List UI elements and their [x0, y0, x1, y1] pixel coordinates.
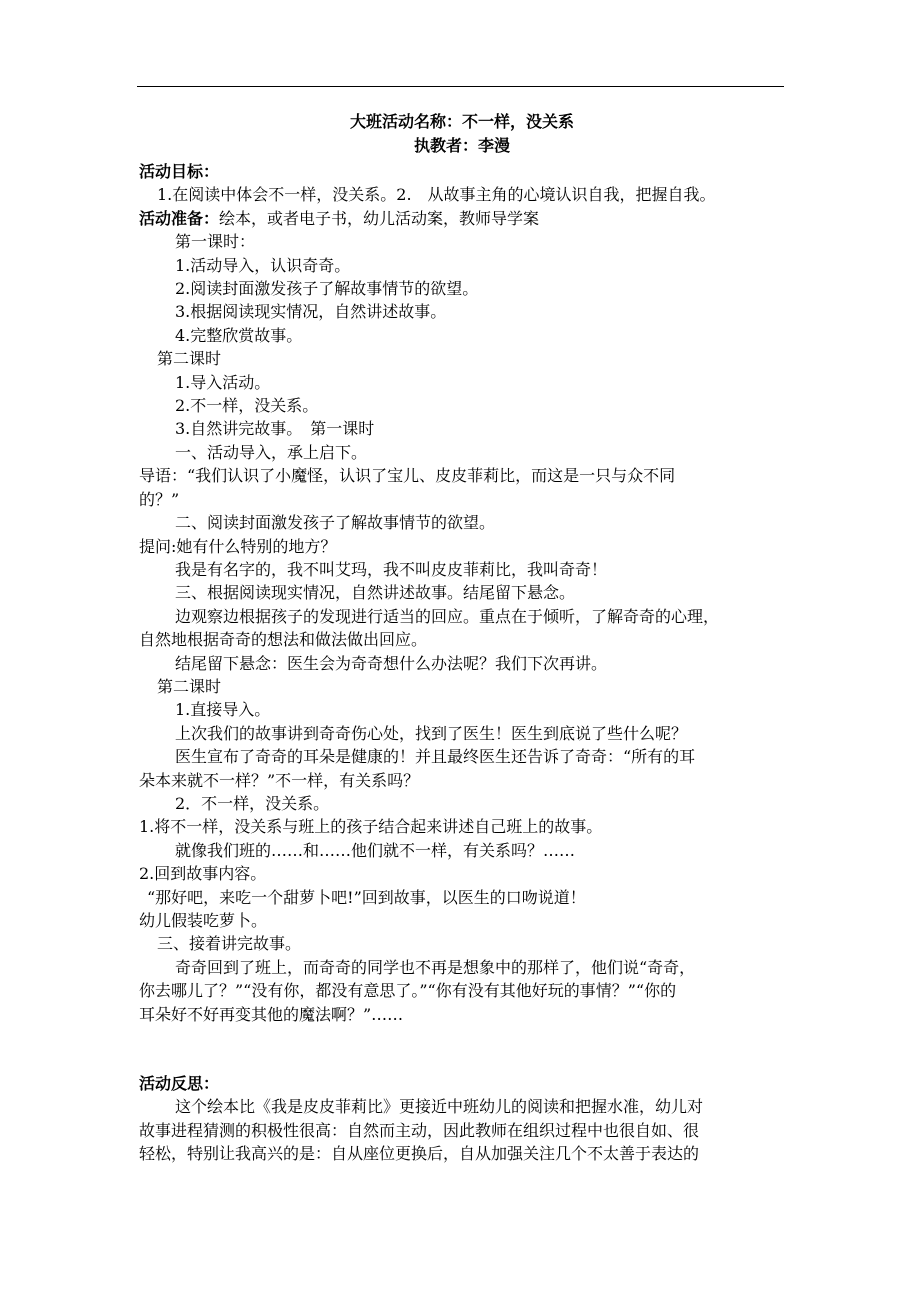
prep-heading: 活动准备： [139, 208, 220, 228]
outline-item: 1.活动导入，认识奇奇。 [175, 255, 351, 275]
paragraph-line: 幼儿假装吃萝卜。 [139, 911, 268, 930]
paragraph-line: 边观察边根据孩子的发现进行适当的回应。重点在于倾听，了解奇奇的心理， [175, 606, 720, 626]
lesson-one-outline-heading: 第一课时： [175, 232, 256, 252]
paragraph-line: 就像我们班的……和……他们就不一样，有关系吗？…… [175, 840, 576, 860]
outline-item: 2.阅读封面激发孩子了解故事情节的欲望。 [175, 279, 479, 299]
section-spacer [139, 1026, 799, 1072]
reflection-line: 轻松，特别让我高兴的是：自从座位更换后，自从加强关注几个不太善于表达的 [139, 1144, 700, 1164]
paragraph-line: 结尾留下悬念：医生会为奇奇想什么办法呢？我们下次再讲。 [175, 653, 608, 673]
teacher-line: 执教者：李漫 [413, 136, 510, 155]
lesson-two-heading: 第二课时 [157, 676, 222, 696]
prep-text: 绘本，或者电子书，幼儿活动案，教师导学案 [219, 208, 540, 228]
paragraph-line: 医生宣布了奇奇的耳朵是健康的！并且最终医生还告诉了奇奇：“所有的耳 [175, 747, 696, 767]
document-title: 大班活动名称：不一样，没关系 [349, 112, 574, 131]
outline-item: 2.不一样，没关系。 [175, 396, 319, 416]
section-heading: 三、根据阅读现实情况，自然讲述故事。结尾留下悬念。 [175, 583, 576, 603]
paragraph-line: 的？” [139, 489, 180, 509]
goals-heading: 活动目标： [139, 162, 220, 181]
outline-item: 4.完整欣赏故事。 [175, 325, 303, 345]
paragraph-line: “那好吧，来吃一个甜萝卜吧!”回到故事，以医生的口吻说道！ [147, 887, 586, 907]
section-heading: 一、活动导入，承上启下。 [175, 442, 368, 462]
section-heading: 三、接着讲完故事。 [157, 934, 302, 954]
section-heading: 二、阅读封面激发孩子了解故事情节的欲望。 [175, 513, 496, 533]
outline-item: 3.根据阅读现实情况，自然讲述故事。 [175, 302, 447, 322]
reflection-line: 故事进程猜测的积极性很高：自然而主动，因此教师在组织过程中也很自如、很 [139, 1120, 700, 1140]
section-heading: 1.直接导入。 [175, 700, 271, 720]
lesson-two-outline-heading: 第二课时 [157, 349, 222, 369]
outline-item: 3.自然讲完故事。 第一课时 [175, 419, 375, 439]
outline-item: 1.导入活动。 [175, 372, 271, 392]
paragraph-line: 朵本来就不一样？”不一样，有关系吗？ [139, 770, 420, 790]
goals-text: 1.在阅读中体会不一样，没关系。2. 从故事主角的心境认识自我，把握自我。 [157, 185, 716, 205]
paragraph-line: 奇奇回到了班上，而奇奇的同学也不再是想象中的那样了，他们说“奇奇， [175, 957, 696, 977]
document-body [139, 110, 799, 1166]
paragraph-line: 自然地根据奇奇的想法和做法做出回应。 [139, 630, 428, 650]
paragraph-line: 上次我们的故事讲到奇奇伤心处，找到了医生！医生到底说了些什么呢？ [175, 723, 688, 743]
reflection-line: 这个绘本比《我是皮皮菲莉比》更接近中班幼儿的阅读和把握水准，幼儿对 [175, 1097, 704, 1117]
paragraph-line: 我是有名字的，我不叫艾玛，我不叫皮皮菲莉比，我叫奇奇！ [175, 559, 608, 579]
section-heading: 2.回到故事内容。 [139, 864, 267, 884]
prep-line [139, 207, 799, 230]
reflection-heading: 活动反思： [139, 1074, 220, 1094]
header-rule [137, 86, 784, 87]
section-heading: 2．不一样，没关系。 [175, 793, 330, 813]
paragraph-line: 你去哪儿了？”“没有你，都没有意思了。”“你有没有其他好玩的事情？”“你的 [139, 981, 677, 1001]
paragraph-line: 提问:她有什么特别的地方？ [139, 536, 337, 556]
paragraph-line: 导语：“我们认识了小魔怪，认识了宝儿、皮皮菲莉比，而这是一只与众不同 [139, 466, 676, 486]
paragraph-line: 1.将不一样，没关系与班上的孩子结合起来讲述自己班上的故事。 [139, 817, 603, 837]
paragraph-line: 耳朵好不好再变其他的魔法啊？”…… [139, 1004, 404, 1024]
